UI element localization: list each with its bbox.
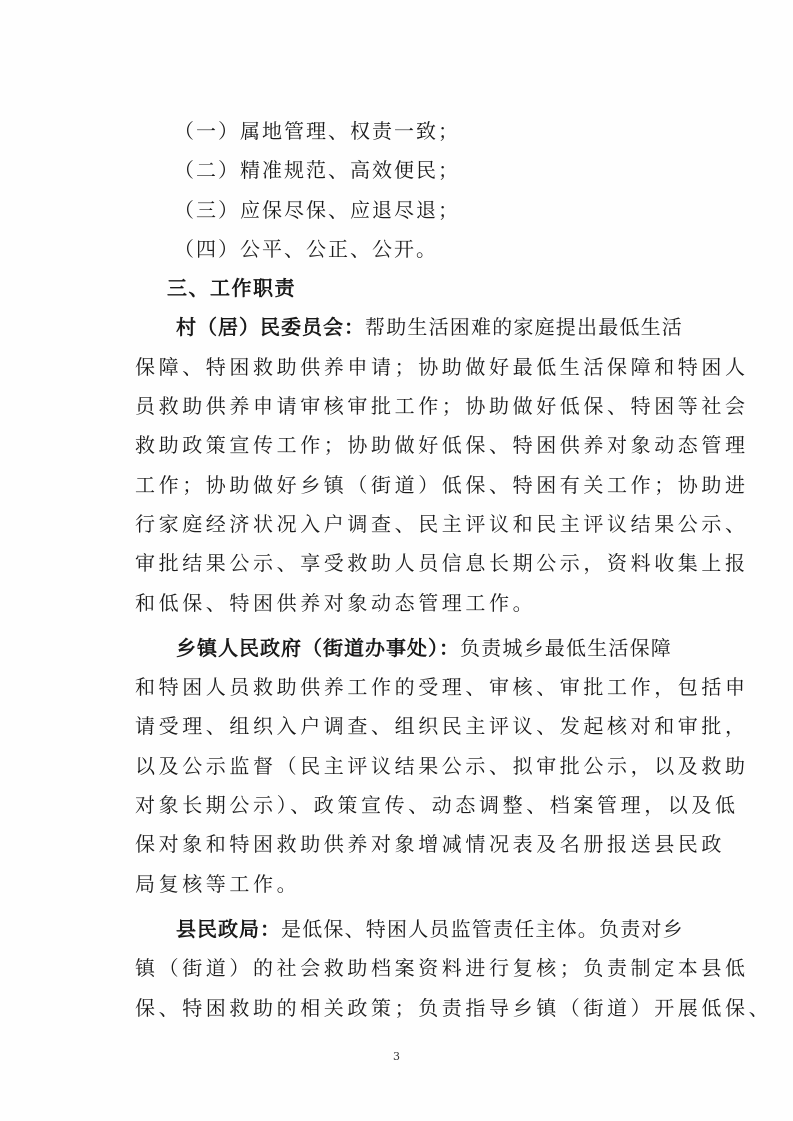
paragraph-lead: 村（居）民委员会： xyxy=(176,315,365,340)
paragraph-line: 保对象和特困救助供养对象增减情况表及名册报送县民政 xyxy=(135,832,725,857)
paragraph-county-bureau xyxy=(135,910,773,1028)
paragraph-lead: 县民政局： xyxy=(176,916,281,941)
paragraph-line: 员救助供养申请审核审批工作；协助做好低保、特困等社会 xyxy=(135,394,749,419)
paragraph-line: 镇（街道）的社会救助档案资料进行复核；负责制定本县低 xyxy=(135,956,749,981)
paragraph-text: 负责城乡最低生活保障 xyxy=(460,635,672,660)
paragraph-line: 行家庭经济状况入户调查、民主评议和民主评议结果公示、 xyxy=(135,511,749,536)
paragraph-line: 对象长期公示）、政策宣传、动态调整、档案管理，以及低 xyxy=(135,793,739,818)
paragraph-line: 局复核等工作。 xyxy=(135,871,301,896)
list-item: （三）应保尽保、应退尽退； xyxy=(174,197,460,222)
paragraph-line: 工作；协助做好乡镇（街道）低保、特困有关工作；协助进 xyxy=(135,472,749,497)
paragraph-township-government xyxy=(135,629,749,904)
paragraph-line: 以及公示监督（民主评议结果公示、拟审批公示，以及救助 xyxy=(135,753,749,778)
paragraph-line: 和特困人员救助供养工作的受理、审核、审批工作，包括申 xyxy=(135,675,749,700)
paragraph-lead: 乡镇人民政府（街道办事处）： xyxy=(176,635,460,660)
principles-list xyxy=(135,112,670,269)
paragraph-text: 帮助生活困难的家庭提出最低生活 xyxy=(365,315,683,340)
paragraph-line: 保障、特困救助供养申请；协助做好最低生活保障和特困人 xyxy=(135,354,749,379)
paragraph-line: 保、特困救助的相关政策；负责指导乡镇（街道）开展低保、 xyxy=(135,995,773,1020)
paragraph-text: 是低保、特困人员监管责任主体。负责对乡 xyxy=(281,916,684,941)
list-item: （二）精准规范、高效便民； xyxy=(174,158,460,183)
list-item: （四）公平、公正、公开。 xyxy=(174,236,438,261)
paragraph-line: 救助政策宣传工作；协助做好低保、特困供养对象动态管理 xyxy=(135,433,749,458)
document-body xyxy=(135,112,773,1028)
list-item: （一）属地管理、权责一致； xyxy=(174,119,460,143)
paragraph-line: 审批结果公示、享受救助人员信息长期公示，资料收集上报 xyxy=(135,551,749,576)
paragraph-line xyxy=(135,308,683,347)
paragraph-line xyxy=(135,629,670,668)
page-number: 3 xyxy=(393,1050,400,1063)
paragraph-village-committee xyxy=(135,308,749,622)
paragraph-line: 和低保、特困供养对象动态管理工作。 xyxy=(135,590,537,615)
paragraph-line: 请受理、组织入户调查、组织民主评议、发起核对和审批， xyxy=(135,714,749,739)
paragraph-line xyxy=(135,910,684,949)
section-heading: 三、工作职责 xyxy=(167,276,296,301)
